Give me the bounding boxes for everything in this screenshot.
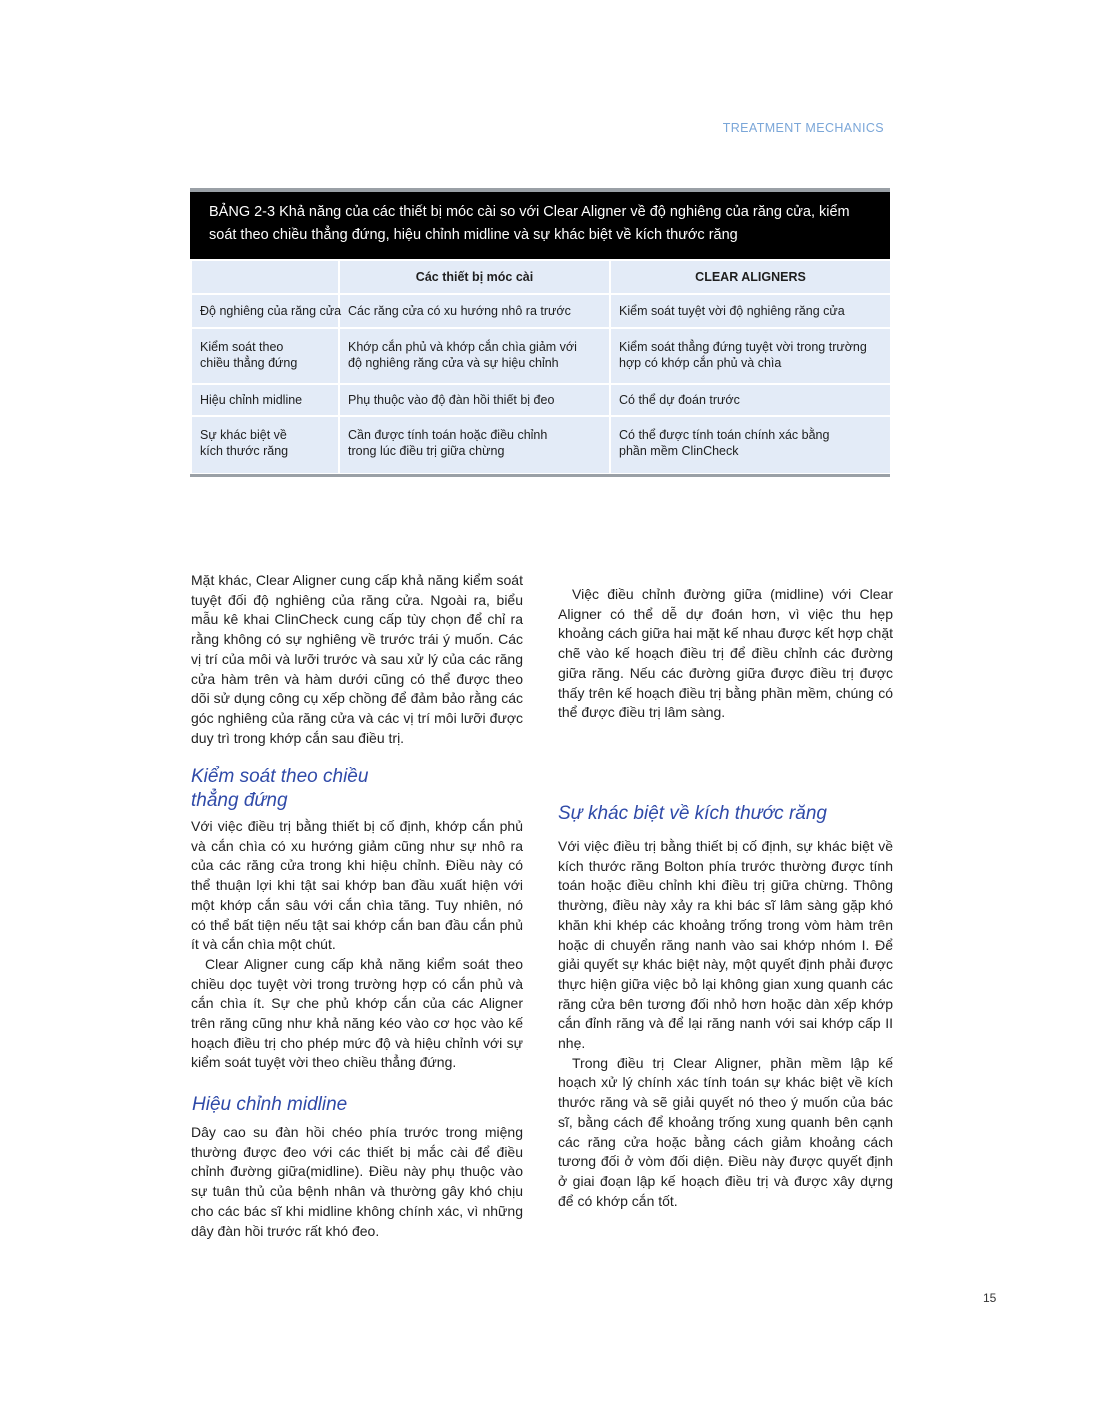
vertical-control-text xyxy=(191,817,523,1073)
body-text: Việc điều chỉnh đường giữa (midline) với Clear Aligner có thể dễ dự đoán hơn, vì việc thu hẹp khoảng cách giữa hai mặt kế nhau được kết hợp chặt chẽ vào kế hoạch điều trị để điều chỉnh các đường giữa răng. Nếu các đường giữa được điều trị được thấy trên kế hoạch điều trị bằng phần mềm, chúng có thể được điều trị lâm sàng. xyxy=(558,586,893,721)
table-cell: Độ nghiêng của răng cửa xyxy=(191,294,339,328)
body-text: Với việc điều trị bằng thiết bị cố định, khớp cắn phủ và cắn chìa có xu hướng giảm cũng như sự nhô ra của các răng cửa trong khi hiệu chỉnh. Điều này có thể thuận lợi khi tật sai khớp ban đầu xuất hiện với một khớp cắn sâu với cắn chìa tăng. Tuy nhiên, nó có thể bất tiện nếu tật sai khớp cắn ban đầu cắn phủ ít và cắn chìa một chút. xyxy=(191,818,523,953)
table-cell: Có thể được tính toán chính xác bằng phần mềm ClinCheck xyxy=(610,416,891,474)
page-number: 15 xyxy=(983,1291,997,1305)
table-header-cell: Các thiết bị móc cài xyxy=(339,260,610,294)
running-head: TREATMENT MECHANICS xyxy=(722,121,884,135)
body-text: Dây cao su đàn hồi chéo phía trước trong miệng thường được đeo với các thiết bị mắc cài để điều chỉnh đường giữa(midline). Điều này phụ thuộc vào sự tuân thủ của bệnh nhân và thường gây khó chịu cho các bác sĩ khi midline không chính xác, vì những dây đàn hồi trước rất khó đeo. xyxy=(191,1124,523,1239)
table-grid xyxy=(190,259,892,475)
right-midline-paragraph xyxy=(558,585,893,723)
table-header-cell: CLEAR ALIGNERS xyxy=(610,260,891,294)
table-row xyxy=(191,294,891,328)
midline-text xyxy=(191,1123,523,1241)
comparison-table xyxy=(190,188,890,477)
heading-line: Kiểm soát theo chiều xyxy=(191,766,369,787)
heading-tooth-size: Sự khác biệt về kích thước răng xyxy=(558,803,827,824)
table-cell: Hiệu chỉnh midline xyxy=(191,384,339,416)
heading-midline: Hiệu chỉnh midline xyxy=(192,1094,348,1115)
table-header-row xyxy=(191,260,891,294)
table-row xyxy=(191,384,891,416)
table-cell: Kiểm soát theo chiều thẳng đứng xyxy=(191,328,339,384)
table-cell: Sự khác biệt về kích thước răng xyxy=(191,416,339,474)
table-cell: Phụ thuộc vào độ đàn hồi thiết bị đeo xyxy=(339,384,610,416)
body-text: Mặt khác, Clear Aligner cung cấp khả năng kiểm soát tuyệt đối độ nghiêng của răng cửa. Ngoài ra, biểu mẫu kê khai ClinCheck cung cấp tùy chọn để chỉ ra rằng không có sự nghiêng về trước trái ý muốn. Các vị trí của môi và lưỡi trước và sau xử lý của các răng cửa hàm trên và hàm dưới cũng có thể được theo dõi sử dụng công cụ xếp chồng để đảm bảo rằng các góc nghiêng của răng cửa và các vị trí môi lưỡi được duy trì trong khớp cắn sau điều trị. xyxy=(191,572,523,746)
table-cell: Các răng cửa có xu hướng nhô ra trước xyxy=(339,294,610,328)
table-bottom-rule xyxy=(190,474,890,477)
table-cell: Cần được tính toán hoặc điều chỉnh trong lúc điều trị giữa chừng xyxy=(339,416,610,474)
body-text: Trong điều trị Clear Aligner, phần mềm lập kế hoạch xử lý chính xác tính toán sự khác biệt về kích thước răng và sẽ giải quyết nó theo ý muốn của bác sĩ, bằng cách để khoảng trống xung quanh bên cạnh các răng cửa hoặc bằng cách giảm khoảng cách tương đối ở vòm đối diện. Điều này được quyết định ở giai đoạn lập kế hoạch điều trị và được xây dựng để có khớp cắn tốt. xyxy=(558,1054,893,1209)
table-caption: BẢNG 2-3 Khả năng của các thiết bị móc cài so với Clear Aligner về độ nghiêng của răng cửa, kiểm soát theo chiều thẳng đứng, hiệu chỉnh midline và sự khác biệt về kích thước răng xyxy=(190,192,890,259)
left-intro-paragraph xyxy=(191,571,523,748)
table-cell: Có thể dự đoán trước xyxy=(610,384,891,416)
heading-vertical-control xyxy=(191,765,368,813)
tooth-size-text xyxy=(558,837,893,1211)
table-row xyxy=(191,416,891,474)
table-row xyxy=(191,328,891,384)
table-cell: Kiểm soát thẳng đứng tuyệt vời trong trường hợp có khớp cắn phủ và chìa xyxy=(610,328,891,384)
table-header-cell xyxy=(191,260,339,294)
body-text: Clear Aligner cung cấp khả năng kiểm soát theo chiều dọc tuyệt vời trong trường hợp có cắn phủ và cắn chìa ít. Sự che phủ khớp cắn của các Aligner trên răng cũng như khả năng kéo vào cơ học vào kế hoạch điều trị cho phép mức độ và hiệu chỉnh với sự kiểm soát tuyệt vời theo chiều thẳng đứng. xyxy=(191,955,523,1071)
heading-line: thẳng đứng xyxy=(191,790,288,811)
body-text: Với việc điều trị bằng thiết bị cố định, sự khác biệt về kích thước răng Bolton phía trước thường được tính toán hoặc điều chỉnh khi điều trị giữa chừng. Thông thường, điều này xảy ra khi bác sĩ lâm sàng gặp khó khăn khi khép các khoảng trống trong vòm hàm trên hoặc di chuyển răng nanh vào sai khớp nhóm I. Để giải quyết sự khác biệt này, một quyết định phải được thực hiện giữa việc bỏ lại không gian xung quanh các răng cửa bên tương đối nhỏ hơn hoặc dàn xếp khớp cắn đỉnh răng và để lại răng nanh với sai khớp cấp II nhẹ. xyxy=(558,838,893,1052)
table-cell: Khớp cắn phủ và khớp cắn chìa giảm với độ nghiêng răng cửa và sự hiệu chỉnh xyxy=(339,328,610,384)
table-cell: Kiểm soát tuyệt vời độ nghiêng răng cửa xyxy=(610,294,891,328)
